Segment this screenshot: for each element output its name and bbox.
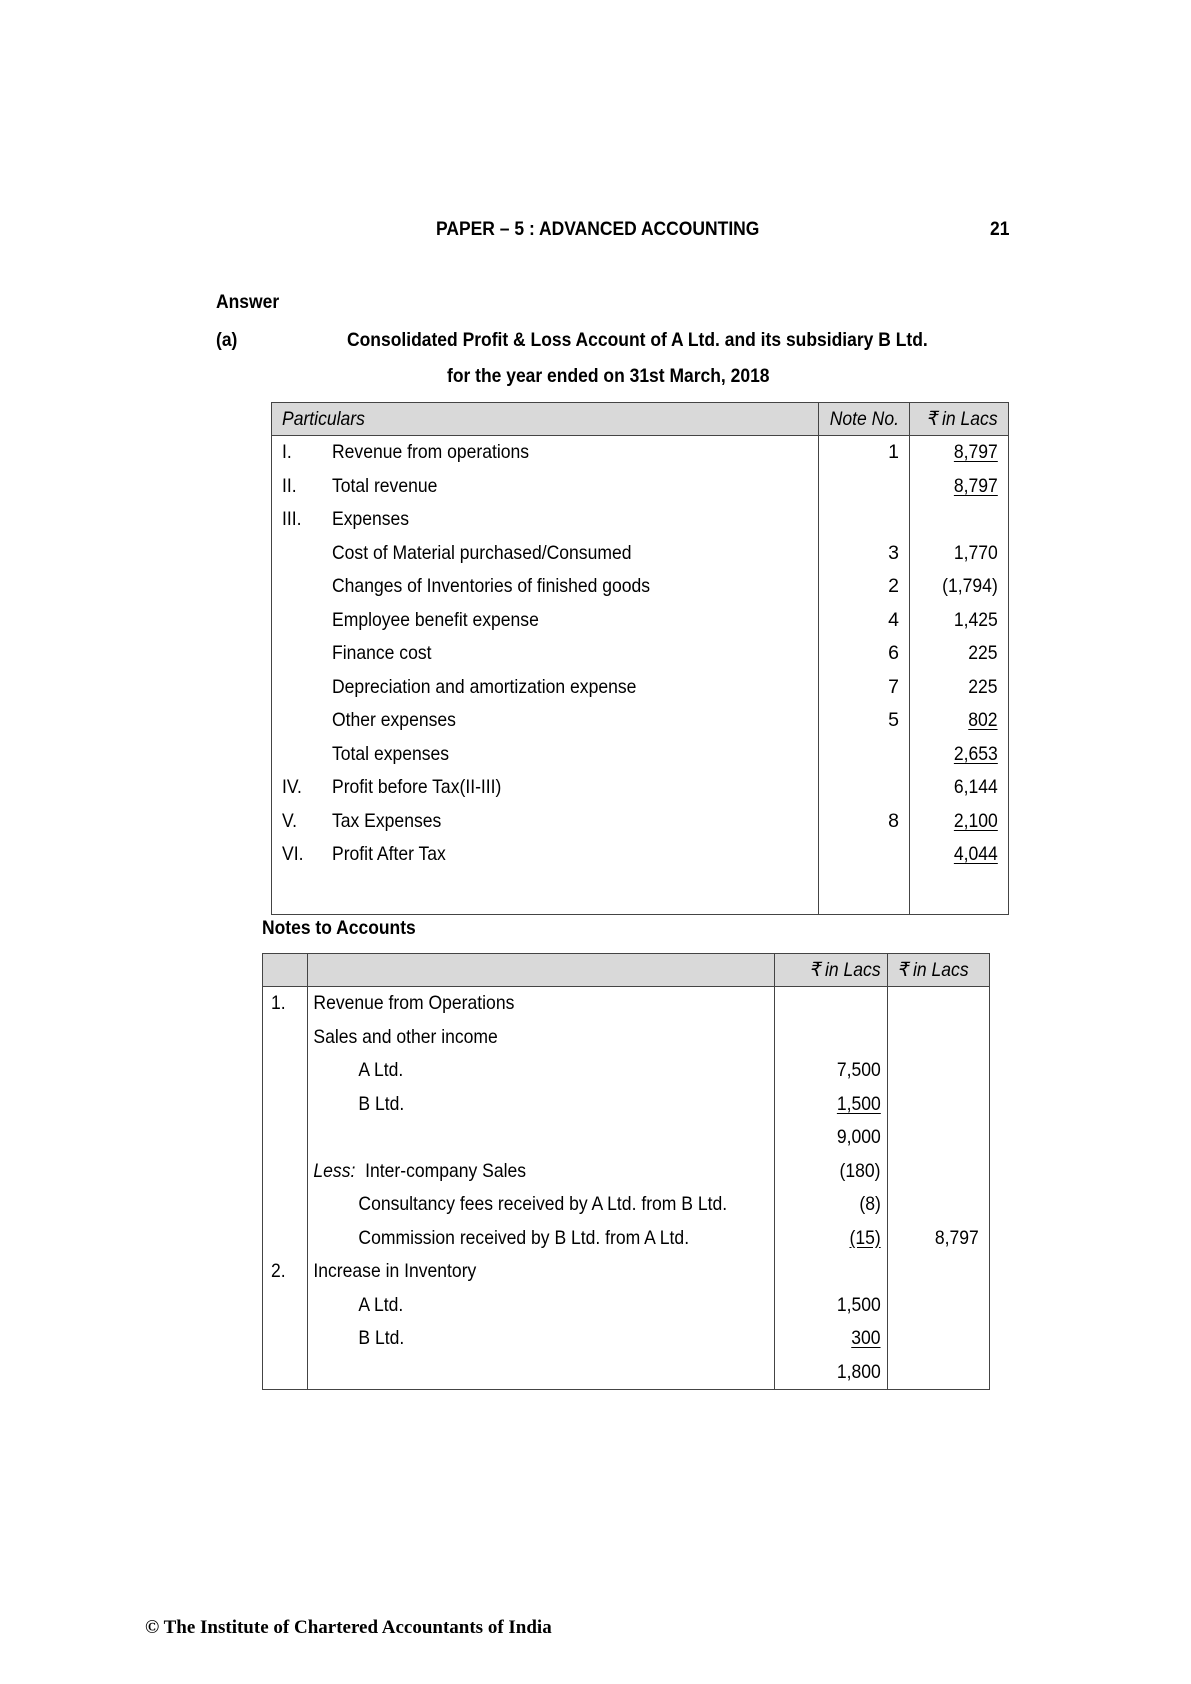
notes-row-total	[887, 1188, 989, 1222]
pl-row	[272, 805, 1009, 839]
notes-row	[263, 987, 990, 1021]
notes-row-total	[887, 1289, 989, 1323]
pl-row-note: 1	[819, 436, 910, 470]
pl-row-label: Depreciation and amortization expense	[332, 671, 819, 705]
notes-row	[263, 1356, 990, 1390]
notes-row-total	[887, 1155, 989, 1189]
notes-row	[263, 1188, 990, 1222]
pl-row	[272, 537, 1009, 571]
notes-row-total	[887, 1021, 989, 1055]
notes-row-total	[887, 987, 989, 1021]
pl-row-amount: 2,100	[954, 809, 998, 832]
pl-row-amount: (1,794)	[942, 575, 998, 598]
notes-row-value: 1,500	[774, 1289, 887, 1323]
pl-row-note	[819, 470, 910, 504]
notes-row-number	[263, 1356, 308, 1390]
pl-row-note: 8	[819, 805, 910, 839]
pl-row-number	[272, 738, 333, 772]
notes-row-value: 7,500	[774, 1054, 887, 1088]
notes-row	[263, 1121, 990, 1155]
notes-row-number	[263, 1121, 308, 1155]
notes-row-number	[263, 1222, 308, 1256]
pl-row	[272, 838, 1009, 872]
pl-row-number	[272, 604, 333, 638]
pl-row-amount: 4,044	[954, 843, 998, 866]
notes-row	[263, 1155, 990, 1189]
pl-row	[272, 704, 1009, 738]
pl-row-number	[272, 637, 333, 671]
pl-row-note: 2	[819, 570, 910, 604]
pl-row	[272, 637, 1009, 671]
page-number: 21	[990, 219, 1010, 240]
notes-row-value	[774, 1021, 887, 1055]
pl-row-label: Other expenses	[332, 704, 819, 738]
footer-copyright: © The Institute of Chartered Accountants of India	[145, 1617, 552, 1638]
notes-row-total	[887, 1121, 989, 1155]
notes-row-value: (8)	[774, 1188, 887, 1222]
notes-row-label: B Ltd.	[308, 1322, 775, 1356]
pl-row	[272, 436, 1009, 470]
pl-row-amount: 802	[968, 709, 998, 732]
notes-row-number	[263, 1289, 308, 1323]
pl-row-amount: 1,770	[954, 541, 998, 564]
notes-row-total	[887, 1356, 989, 1390]
pl-header-particulars: Particulars	[272, 403, 819, 436]
notes-row-value: 300	[774, 1322, 887, 1356]
notes-row-number	[263, 1322, 308, 1356]
pl-row-note: 7	[819, 671, 910, 705]
statement-subtitle: for the year ended on 31st March, 2018	[447, 366, 770, 387]
notes-row	[263, 1322, 990, 1356]
notes-row-number	[263, 1188, 308, 1222]
running-header-title: PAPER – 5 : ADVANCED ACCOUNTING	[436, 219, 760, 240]
notes-row-label: A Ltd.	[308, 1054, 775, 1088]
pl-row-note	[819, 503, 910, 537]
pl-spacer-row	[272, 872, 1009, 915]
pl-row	[272, 470, 1009, 504]
pl-row	[272, 570, 1009, 604]
pl-header-amount: ₹ in Lacs	[910, 403, 1009, 436]
answer-label: Answer	[216, 292, 280, 313]
notes-row-number	[263, 1021, 308, 1055]
notes-row	[263, 1255, 990, 1289]
notes-row-label: Increase in Inventory	[308, 1255, 775, 1289]
notes-row-total	[887, 1322, 989, 1356]
notes-row-label	[308, 1356, 775, 1390]
pl-row	[272, 503, 1009, 537]
pl-row-number: III.	[282, 508, 302, 531]
pl-row-label: Cost of Material purchased/Consumed	[332, 537, 819, 571]
pl-header-row	[272, 403, 1009, 436]
pl-row-label: Finance cost	[332, 637, 819, 671]
statement-title: Consolidated Profit & Loss Account of A Ltd. and its subsidiary B Ltd.	[347, 330, 928, 351]
pl-row-amount: 8,797	[954, 441, 998, 464]
notes-row-value: (180)	[774, 1155, 887, 1189]
pl-row-number: V.	[282, 809, 297, 832]
pl-row-number: II.	[282, 474, 297, 497]
pl-row-note: 4	[819, 604, 910, 638]
notes-row-label: A Ltd.	[308, 1289, 775, 1323]
pl-row-number	[272, 671, 333, 705]
notes-header-col2: ₹ in Lacs	[887, 954, 989, 987]
notes-row-label: Sales and other income	[308, 1021, 775, 1055]
notes-row-value	[774, 1255, 887, 1289]
pl-row-note: 5	[819, 704, 910, 738]
pl-row-label: Profit before Tax(II-III)	[332, 771, 819, 805]
notes-row	[263, 1088, 990, 1122]
notes-header-col1: ₹ in Lacs	[774, 954, 887, 987]
pl-row-amount: 1,425	[954, 608, 998, 631]
notes-row-label	[308, 1121, 775, 1155]
pl-row-label: Revenue from operations	[332, 436, 819, 470]
notes-row	[263, 1021, 990, 1055]
notes-row-label: Commission received by B Ltd. from A Ltd.	[308, 1222, 775, 1256]
pl-row	[272, 738, 1009, 772]
notes-row-value: 1,800	[774, 1356, 887, 1390]
pl-header-note: Note No.	[819, 403, 910, 436]
pl-row-note	[819, 738, 910, 772]
notes-row-total	[887, 1255, 989, 1289]
pl-row-amount: 6,144	[954, 776, 998, 799]
pl-row-number	[272, 537, 333, 571]
pl-row-label: Profit After Tax	[332, 838, 819, 872]
pl-row-note: 3	[819, 537, 910, 571]
notes-row-label: Consultancy fees received by A Ltd. from B Ltd.	[308, 1188, 775, 1222]
pl-row-note: 6	[819, 637, 910, 671]
pl-row-label: Expenses	[332, 503, 819, 537]
pl-row-number: IV.	[282, 776, 302, 799]
notes-row-total	[887, 1054, 989, 1088]
notes-row-value: 1,500	[774, 1088, 887, 1122]
pl-row-amount: 8,797	[954, 474, 998, 497]
pl-row-number	[272, 704, 333, 738]
notes-row-value: 9,000	[774, 1121, 887, 1155]
part-label: (a)	[216, 330, 238, 351]
less-prefix: Less:	[313, 1159, 356, 1182]
notes-row	[263, 1222, 990, 1256]
notes-table	[262, 953, 990, 1390]
notes-row-label: Less: Inter-company Sales	[308, 1155, 775, 1189]
notes-row-value: (15)	[774, 1222, 887, 1256]
pl-row-note	[819, 771, 910, 805]
pl-row-note	[819, 838, 910, 872]
pl-row-label: Total revenue	[332, 470, 819, 504]
notes-row-number	[263, 1088, 308, 1122]
pl-row-amount: 2,653	[954, 742, 998, 765]
notes-row-number: 1.	[263, 987, 308, 1021]
pl-row-label: Changes of Inventories of finished goods	[332, 570, 819, 604]
notes-header-row	[263, 954, 990, 987]
pl-row-number	[272, 570, 333, 604]
profit-loss-table	[271, 402, 1009, 915]
pl-row-amount: 225	[968, 675, 998, 698]
pl-row-amount	[910, 503, 1009, 537]
pl-row	[272, 604, 1009, 638]
notes-row-total: 8,797	[935, 1226, 979, 1249]
pl-row-label: Tax Expenses	[332, 805, 819, 839]
notes-row	[263, 1289, 990, 1323]
pl-row-number: I.	[282, 441, 292, 464]
notes-row-total	[887, 1088, 989, 1122]
notes-row-number: 2.	[263, 1255, 308, 1289]
notes-row-value	[774, 987, 887, 1021]
pl-row	[272, 671, 1009, 705]
pl-row-amount: 225	[968, 642, 998, 665]
notes-row-label: B Ltd.	[308, 1088, 775, 1122]
notes-row-number	[263, 1054, 308, 1088]
notes-row	[263, 1054, 990, 1088]
pl-row-label: Employee benefit expense	[332, 604, 819, 638]
pl-row	[272, 771, 1009, 805]
pl-row-label: Total expenses	[332, 738, 819, 772]
pl-row-number: VI.	[282, 843, 304, 866]
notes-row-number	[263, 1155, 308, 1189]
notes-title: Notes to Accounts	[262, 918, 416, 939]
notes-row-label: Revenue from Operations	[308, 987, 775, 1021]
